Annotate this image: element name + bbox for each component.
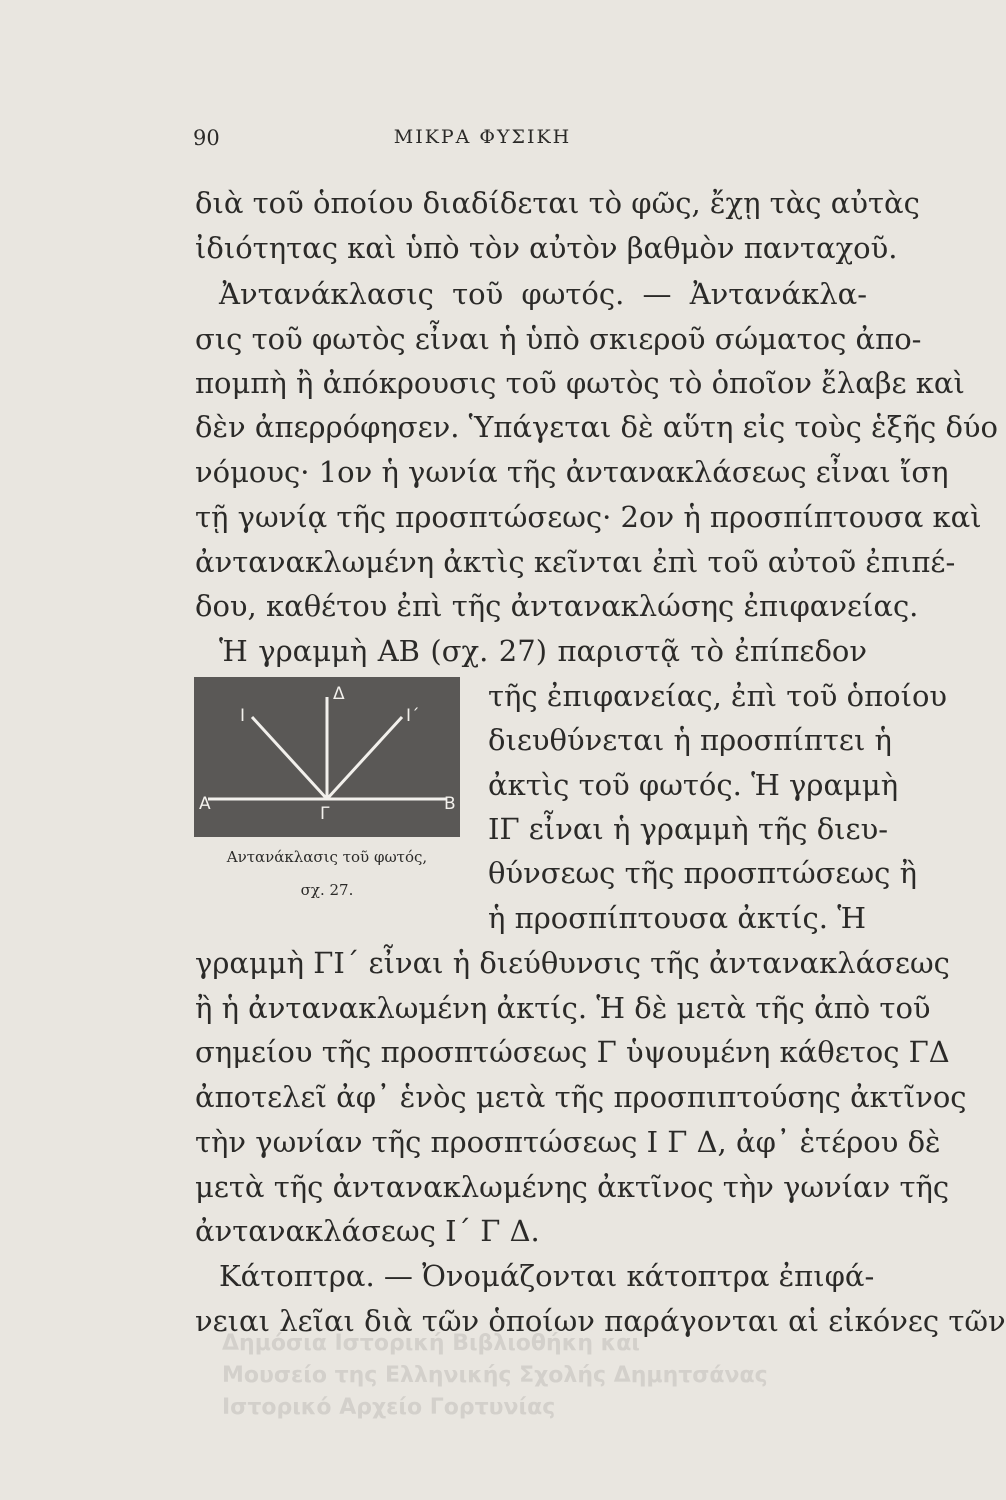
wrapped-line: ΙΓ εἶναι ἡ γραμμὴ τῆς διευ-	[488, 812, 888, 846]
wrapped-line: ἡ προσπίπτουσα ἀκτίς. Ἡ	[488, 901, 866, 935]
wrapped-line: διευθύνεται ἡ προσπίπτει ἡ	[488, 723, 892, 757]
body-line: ἀντανακλωμένη ἀκτὶς κεῖνται ἐπὶ τοῦ αὐτοῦ ἐπιπέ-	[195, 545, 956, 579]
section-heading-line: Ἀντανάκλασις τοῦ φωτός. — Ἀντανάκλα-	[219, 277, 867, 311]
figure-27	[194, 677, 460, 911]
body-line: ἀποτελεῖ ἀφ᾽ ἑνὸς μετὰ τῆς προσπιπτούσης ἀκτῖνος	[195, 1080, 967, 1114]
label-d: Δ	[333, 684, 345, 704]
label-a: Α	[199, 794, 211, 814]
body-line: τὴν γωνίαν τῆς προσπτώσεως Ι Γ Δ, ἀφ᾽ ἑτέρου δὲ	[195, 1125, 941, 1159]
watermark-line: Δημόσια Ιστορική Βιβλιοθήκη και	[222, 1331, 640, 1356]
watermark-line: Ιστορικό Αρχείο Γορτυνίας	[222, 1395, 556, 1420]
body-line: σημείου τῆς προσπτώσεως Γ ὑψουμένη κάθετος ΓΔ	[195, 1035, 950, 1069]
body-line: μετὰ τῆς ἀντανακλωμένης ἀκτῖνος τὴν γωνίαν τῆς	[195, 1170, 950, 1204]
label-b: Β	[444, 794, 456, 814]
body-line: ἀντανακλάσεως Ι΄ Γ Δ.	[195, 1214, 540, 1248]
reflection-diagram	[194, 677, 460, 837]
page-header	[0, 120, 965, 160]
body-line: διὰ τοῦ ὁποίου διαδίδεται τὸ φῶς, ἔχῃ τὰς αὐτὰς	[195, 186, 920, 220]
label-i-prime: Ι΄	[406, 706, 420, 726]
body-line: τῇ γωνίᾳ τῆς προσπτώσεως· 2ον ἡ προσπίπτουσα καὶ	[195, 500, 982, 534]
wrapped-line: ἀκτὶς τοῦ φωτός. Ἡ γραμμὴ	[488, 768, 899, 802]
wrapped-line: θύνσεως τῆς προσπτώσεως ἢ	[488, 856, 917, 890]
label-g: Γ	[320, 804, 330, 824]
running-title: ΜΙΚΡΑ ΦΥΣΙΚΗ	[393, 126, 572, 148]
body-line: γραμμὴ ΓΙ΄ εἶναι ἡ διεύθυνσις τῆς ἀντανακλάσεως	[195, 946, 950, 980]
body-line: πομπὴ ἢ ἀπόκρουσις τοῦ φωτὸς τὸ ὁποῖον ἔλαβε καὶ	[195, 366, 965, 400]
figure-caption: Αντανάκλασις τοῦ φωτός,	[226, 848, 428, 866]
body-line: νειαι λεῖαι διὰ τῶν ὁποίων παράγονται αἱ εἰκόνες τῶν	[195, 1304, 1006, 1338]
body-line: ἰδιότητας καὶ ὑπὸ τὸν αὐτὸν βαθμὸν πανταχοῦ.	[195, 231, 898, 265]
library-watermark	[222, 1328, 922, 1424]
label-i: Ι	[240, 706, 246, 726]
body-line: ἢ ἡ ἀντανακλωμένη ἀκτίς. Ἡ δὲ μετὰ τῆς ἀπὸ τοῦ	[195, 991, 931, 1025]
page-number: 90	[193, 126, 220, 150]
body-line: νόμους· 1ον ἡ γωνία τῆς ἀντανακλάσεως εἶναι ἴση	[195, 455, 949, 489]
figure-number: σχ. 27.	[300, 881, 354, 899]
body-line: δὲν ἀπερρόφησεν. Ὑπάγεται δὲ αὕτη εἰς τοὺς ἑξῆς δύο	[195, 410, 998, 444]
watermark-line: Μουσείο της Ελληνικής Σχολής Δημητσάνας	[222, 1363, 768, 1388]
section-heading-line: Κάτοπτρα. — Ὀνομάζονται κάτοπτρα ἐπιφά-	[219, 1259, 875, 1293]
body-line: σις τοῦ φωτὸς εἶναι ἡ ὑπὸ σκιεροῦ σώματος ἀπο-	[195, 322, 922, 356]
body-line: Ἡ γραμμὴ ΑΒ (σχ. 27) παριστᾷ τὸ ἐπίπεδον	[219, 634, 867, 668]
body-line: δου, καθέτου ἐπὶ τῆς ἀντανακλώσης ἐπιφανείας.	[195, 589, 919, 623]
wrapped-line: τῆς ἐπιφανείας, ἐπὶ τοῦ ὁποίου	[488, 679, 948, 713]
